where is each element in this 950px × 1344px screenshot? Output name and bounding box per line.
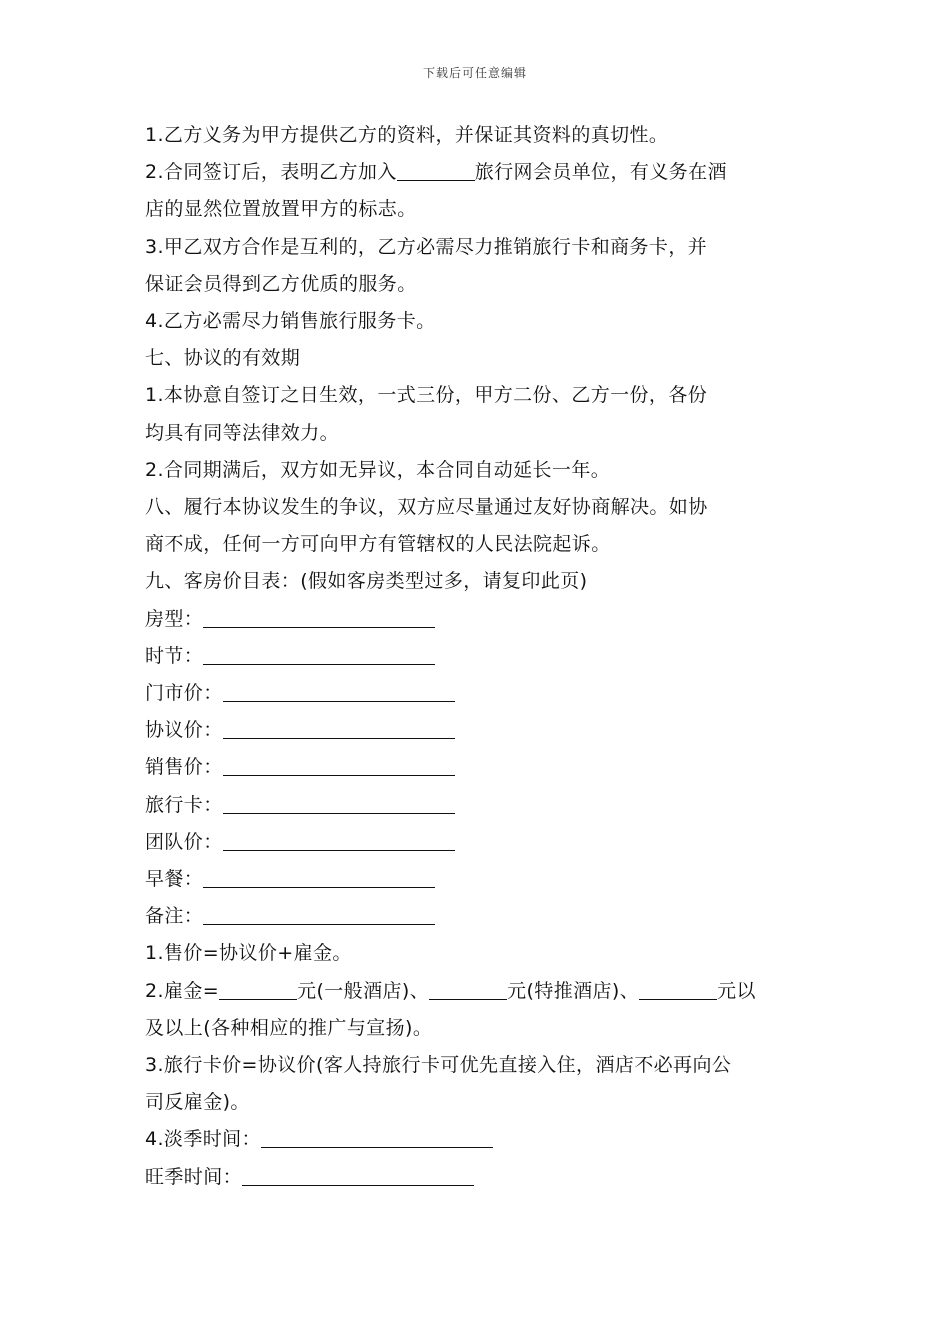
- field-agreed-rate-label: 协议价：: [145, 719, 223, 742]
- note-5-peak-season: [145, 1159, 810, 1196]
- note-2-continued: 及以上(各种相应的推广与宣扬)。: [145, 1016, 433, 1039]
- blank-line: [429, 979, 507, 1000]
- field-room-type: [145, 601, 810, 638]
- section-9-title: 九、客房价目表：(假如客房类型过多，请复印此页): [145, 570, 588, 593]
- field-season-label: 时节：: [145, 644, 204, 667]
- blank-line: [639, 979, 717, 1000]
- blank-line: [223, 718, 455, 739]
- field-season: [145, 638, 810, 675]
- field-rack-rate-label: 门市价：: [145, 682, 223, 705]
- blank-line: [223, 755, 455, 776]
- field-sale-rate-label: 销售价：: [145, 756, 223, 779]
- section-7-item1-line2: 均具有同等法律效力。: [145, 421, 340, 444]
- field-remarks-label: 备注：: [145, 905, 204, 928]
- note-5-label: 旺季时间：: [145, 1165, 243, 1188]
- blank-line: [223, 830, 455, 851]
- obligation-3-line1: 3.甲乙双方合作是互利的，乙方必需尽力推销旅行卡和商务卡，并: [145, 235, 708, 258]
- field-sale-rate: [145, 749, 810, 786]
- blank-line: [203, 644, 435, 665]
- obligation-2-prefix: 2.合同签订后，表明乙方加入: [145, 161, 397, 184]
- obligation-3-line2: 保证会员得到乙方优质的服务。: [145, 272, 417, 295]
- blank-line: [397, 160, 475, 181]
- note-3-line2: 司反雇金)。: [145, 1091, 250, 1114]
- blank-line: [203, 607, 435, 628]
- note-1: 1.售价=协议价+雇金。: [145, 942, 352, 965]
- blank-line: [261, 1127, 493, 1148]
- note-3-line1: 3.旅行卡价=协议价(客人持旅行卡可优先直接入住，酒店不必再向公: [145, 1054, 732, 1077]
- blank-line: [203, 904, 435, 925]
- section-7-item1-line1: 1.本协意自签订之日生效，一式三份，甲方二份、乙方一份，各份: [145, 384, 708, 407]
- section-7-title: 七、协议的有效期: [145, 347, 301, 370]
- blank-line: [242, 1165, 474, 1186]
- field-group-rate-label: 团队价：: [145, 830, 223, 853]
- note-4-label: 4.淡季时间：: [145, 1128, 261, 1151]
- section-8-line1: 八、履行本协议发生的争议，双方应尽量通过友好协商解决。如协: [145, 496, 708, 519]
- obligation-2-suffix: 旅行网会员单位，有义务在酒: [474, 161, 727, 184]
- field-travel-card-label: 旅行卡：: [145, 793, 223, 816]
- field-group-rate: [145, 824, 810, 861]
- section-7-item2: 2.合同期满后，双方如无异议，本合同自动延长一年。: [145, 458, 611, 481]
- blank-line: [219, 979, 297, 1000]
- field-breakfast-label: 早餐：: [145, 868, 204, 891]
- field-remarks: [145, 898, 810, 935]
- blank-line: [223, 681, 455, 702]
- obligation-2-continued: 店的显然位置放置甲方的标志。: [145, 198, 417, 221]
- obligation-2: [145, 154, 810, 191]
- document-body: [145, 117, 810, 1196]
- field-room-type-label: 房型：: [145, 607, 204, 630]
- note-2-c: 元(特推酒店)、: [507, 979, 640, 1002]
- note-4-off-season: [145, 1121, 810, 1158]
- page-header: 下载后可任意编辑: [422, 66, 527, 80]
- blank-line: [203, 867, 435, 888]
- obligation-1: 1.乙方义务为甲方提供乙方的资料，并保证其资料的真切性。: [145, 124, 669, 146]
- note-2: [145, 973, 810, 1010]
- field-breakfast: [145, 861, 810, 898]
- note-2-b: 元(一般酒店)、: [297, 979, 430, 1002]
- field-travel-card: [145, 787, 810, 824]
- blank-line: [223, 793, 455, 814]
- field-agreed-rate: [145, 712, 810, 749]
- note-2-d: 元以: [717, 979, 756, 1002]
- note-2-a: 2.雇金=: [145, 979, 220, 1002]
- obligation-4: 4.乙方必需尽力销售旅行服务卡。: [145, 310, 436, 333]
- section-8-line2: 商不成，任何一方可向甲方有管辖权的人民法院起诉。: [145, 533, 611, 556]
- field-rack-rate: [145, 675, 810, 712]
